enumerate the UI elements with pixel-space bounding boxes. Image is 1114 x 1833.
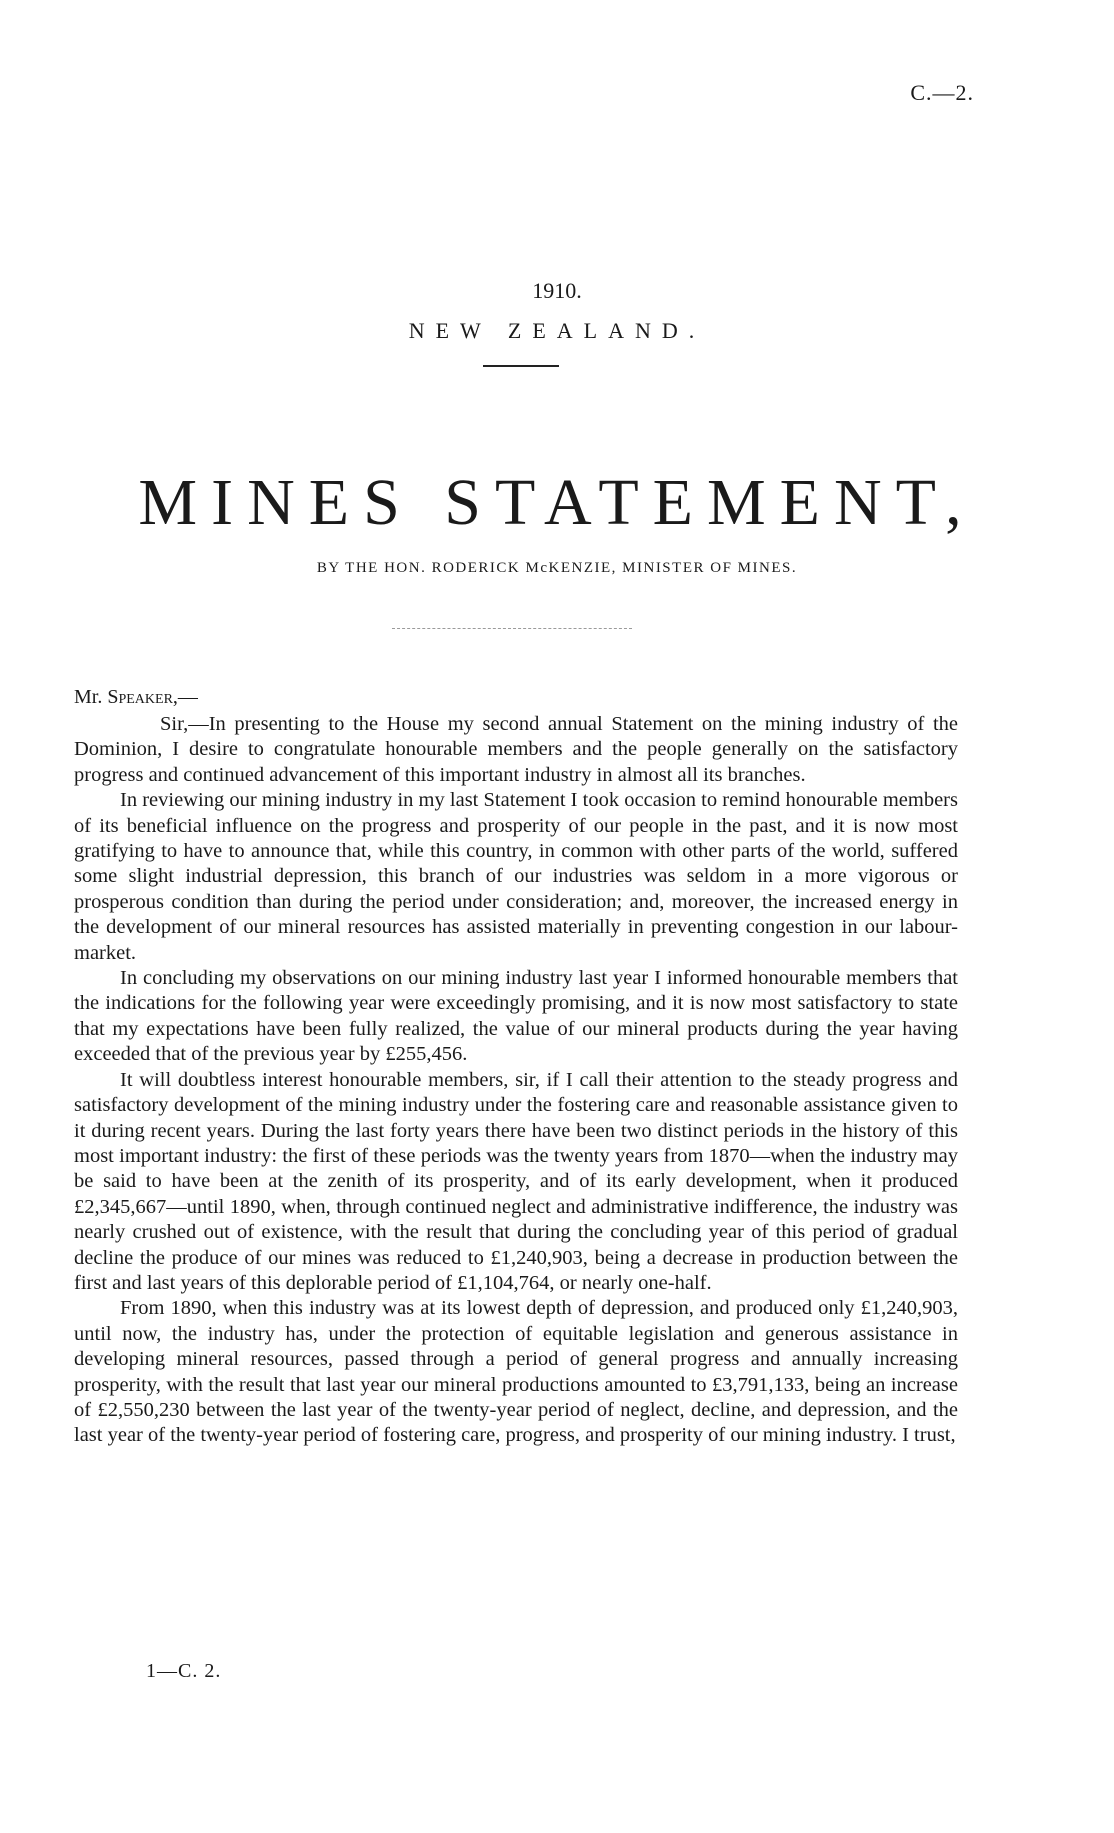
paragraph-1: Sir,—In presenting to the House my second annual Statement on the mining industry of the Dominion, I desire to congratulate honourable members and the people generally on the satisfactory progress and continued advancement of this important industry in almost all its branches. <box>74 713 958 786</box>
salutation-suffix: ,— <box>172 686 198 708</box>
paragraph-4: It will doubtless interest honourable members, sir, if I call their attention to the steady progress and satisfactory development of the mining industry under the fostering care and reasonable assistance given to it during recent years. During the last forty years there have been two distinct periods in the history of this most important industry: the first of these periods was the twenty years from 1870—when the industry may be said to have been at the zenith of its prosperity, and of its early development, when it produced £2,345,667—until 1890, when, through continued neglect and administrative indifference, the industry was nearly crushed out of existence, with the result that during the concluding year of this period of gradual decline the produce of our mines was reduced to £1,240,903, being a decrease in production between the first and last years of this deplorable period of £1,104,764, or nearly one-half. <box>74 1068 958 1294</box>
country-heading: NEW ZEALAND. <box>408 318 706 343</box>
page-signature: 1—C. 2. <box>146 1660 222 1682</box>
paragraph-2: In reviewing our mining industry in my last Statement I took occasion to remind honourable members of its beneficial influence on the progress and prosperity of our people in the past, and it is now most gratifying to have to announce that, while this country, in common with other parts of the world, suffered some slight industrial depression, this branch of our industries was seldom in a more vigorous or prosperous condition than during the period under consideration; and, moreover, the increased energy in the development of our mineral resources has assisted materially in preventing congestion in our labour-market. <box>74 789 958 964</box>
salutation <box>74 686 198 709</box>
salutation-name: Speaker <box>107 686 173 708</box>
section-divider <box>392 628 632 629</box>
document-title: MINES STATEMENT, <box>138 466 976 539</box>
document-reference: C.—2. <box>910 80 974 105</box>
statement-body <box>74 712 958 1449</box>
title-divider <box>483 365 559 367</box>
salutation-prefix: Mr. <box>74 686 108 708</box>
paragraph-5: From 1890, when this industry was at its lowest depth of depression, and produced only £1,240,903, until now, the industry has, under the protection of equitable legislation and generous assistance in developing mineral resources, passed through a period of general progress and annually increasing prosperity, with the result that last year our mineral productions amounted to £3,791,133, being an increase of £2,550,230 between the last year of the twenty-year period of neglect, decline, and depression, and the last year of the twenty-year period of fostering care, progress, and prosperity of our mining industry. I trust, <box>74 1297 958 1447</box>
paragraph-3: In concluding my observations on our mining industry last year I informed honourable members that the indications for the following year were exceedingly promising, and it is now most satisfactory to state that my expectations have been fully realized, the value of our mineral products during the year having exceeded that of the previous year by £255,456. <box>74 967 958 1066</box>
author-byline: BY THE HON. RODERICK McKENZIE, MINISTER OF MINES. <box>316 560 798 576</box>
report-year: 1910. <box>532 278 582 303</box>
